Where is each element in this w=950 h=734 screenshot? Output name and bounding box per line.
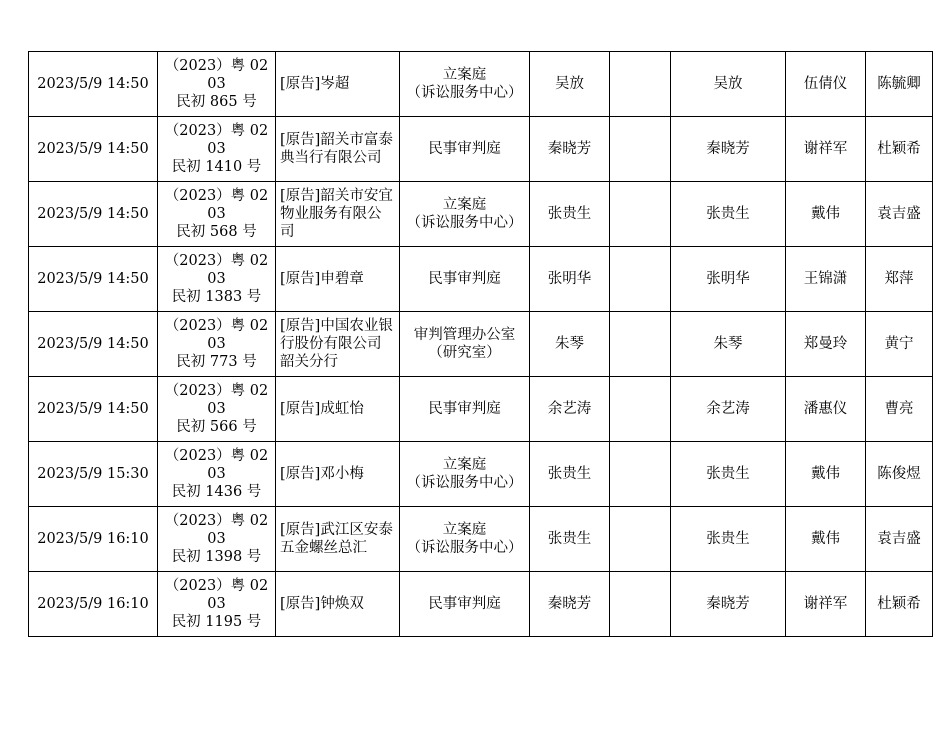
case-number-cell: （2023）粤 0203 民初 1436 号	[158, 442, 276, 507]
clerk-cell: 王锦潇	[786, 247, 866, 312]
department-cell: 立案庭 （诉讼服务中心）	[400, 52, 530, 117]
table-row	[29, 117, 933, 182]
department-cell: 立案庭 （诉讼服务中心）	[400, 507, 530, 572]
table-row	[29, 572, 933, 637]
panel-member-cell: 黄宁	[866, 312, 933, 377]
judge-cell: 张贵生	[530, 442, 610, 507]
clerk-cell: 戴伟	[786, 182, 866, 247]
table-row	[29, 507, 933, 572]
panel-member-cell: 袁吉盛	[866, 507, 933, 572]
case-number-cell: （2023）粤 0203 民初 1195 号	[158, 572, 276, 637]
party-cell: [原告]钟焕双	[276, 572, 400, 637]
case-number-cell: （2023）粤 0203 民初 865 号	[158, 52, 276, 117]
panel-member-cell: 郑萍	[866, 247, 933, 312]
department-cell: 立案庭 （诉讼服务中心）	[400, 442, 530, 507]
presiding-judge-cell: 张贵生	[671, 442, 786, 507]
hearing-time-cell: 2023/5/9 14:50	[29, 52, 158, 117]
panel-member-cell: 杜颖希	[866, 572, 933, 637]
party-cell: [原告]邓小梅	[276, 442, 400, 507]
empty-cell	[610, 377, 671, 442]
presiding-judge-cell: 张贵生	[671, 507, 786, 572]
panel-member-cell: 陈俊煜	[866, 442, 933, 507]
case-number-cell: （2023）粤 0203 民初 568 号	[158, 182, 276, 247]
table-row	[29, 377, 933, 442]
hearing-time-cell: 2023/5/9 14:50	[29, 182, 158, 247]
hearing-time-cell: 2023/5/9 16:10	[29, 572, 158, 637]
empty-cell	[610, 507, 671, 572]
presiding-judge-cell: 张明华	[671, 247, 786, 312]
judge-cell: 余艺涛	[530, 377, 610, 442]
clerk-cell: 伍倩仪	[786, 52, 866, 117]
party-cell: [原告]申碧章	[276, 247, 400, 312]
judge-cell: 吴放	[530, 52, 610, 117]
party-cell: [原告]岑超	[276, 52, 400, 117]
department-cell: 审判管理办公室 （研究室）	[400, 312, 530, 377]
table-row	[29, 442, 933, 507]
presiding-judge-cell: 余艺涛	[671, 377, 786, 442]
party-cell: [原告]中国农业银行股份有限公司韶关分行	[276, 312, 400, 377]
schedule-body	[29, 52, 933, 637]
hearing-time-cell: 2023/5/9 15:30	[29, 442, 158, 507]
judge-cell: 张明华	[530, 247, 610, 312]
panel-member-cell: 曹亮	[866, 377, 933, 442]
department-cell: 民事审判庭	[400, 572, 530, 637]
judge-cell: 朱琴	[530, 312, 610, 377]
empty-cell	[610, 247, 671, 312]
table-row	[29, 312, 933, 377]
clerk-cell: 谢祥军	[786, 572, 866, 637]
case-number-cell: （2023）粤 0203 民初 1383 号	[158, 247, 276, 312]
presiding-judge-cell: 秦晓芳	[671, 117, 786, 182]
table-row	[29, 182, 933, 247]
department-cell: 民事审判庭	[400, 247, 530, 312]
party-cell: [原告]韶关市富泰典当行有限公司	[276, 117, 400, 182]
judge-cell: 秦晓芳	[530, 117, 610, 182]
panel-member-cell: 杜颖希	[866, 117, 933, 182]
case-number-cell: （2023）粤 0203 民初 1410 号	[158, 117, 276, 182]
judge-cell: 张贵生	[530, 507, 610, 572]
clerk-cell: 谢祥军	[786, 117, 866, 182]
empty-cell	[610, 52, 671, 117]
presiding-judge-cell: 朱琴	[671, 312, 786, 377]
clerk-cell: 潘惠仪	[786, 377, 866, 442]
party-cell: [原告]成虹怡	[276, 377, 400, 442]
hearing-time-cell: 2023/5/9 14:50	[29, 312, 158, 377]
hearing-time-cell: 2023/5/9 14:50	[29, 377, 158, 442]
empty-cell	[610, 312, 671, 377]
hearing-time-cell: 2023/5/9 14:50	[29, 247, 158, 312]
empty-cell	[610, 442, 671, 507]
clerk-cell: 戴伟	[786, 442, 866, 507]
party-cell: [原告]韶关市安宜物业服务有限公司	[276, 182, 400, 247]
case-number-cell: （2023）粤 0203 民初 773 号	[158, 312, 276, 377]
hearing-time-cell: 2023/5/9 16:10	[29, 507, 158, 572]
presiding-judge-cell: 秦晓芳	[671, 572, 786, 637]
court-schedule-table	[28, 51, 933, 637]
presiding-judge-cell: 张贵生	[671, 182, 786, 247]
empty-cell	[610, 117, 671, 182]
case-number-cell: （2023）粤 0203 民初 1398 号	[158, 507, 276, 572]
department-cell: 民事审判庭	[400, 377, 530, 442]
clerk-cell: 戴伟	[786, 507, 866, 572]
panel-member-cell: 袁吉盛	[866, 182, 933, 247]
presiding-judge-cell: 吴放	[671, 52, 786, 117]
table-row	[29, 52, 933, 117]
empty-cell	[610, 572, 671, 637]
judge-cell: 张贵生	[530, 182, 610, 247]
party-cell: [原告]武江区安泰五金螺丝总汇	[276, 507, 400, 572]
hearing-time-cell: 2023/5/9 14:50	[29, 117, 158, 182]
case-number-cell: （2023）粤 0203 民初 566 号	[158, 377, 276, 442]
judge-cell: 秦晓芳	[530, 572, 610, 637]
department-cell: 立案庭 （诉讼服务中心）	[400, 182, 530, 247]
table-row	[29, 247, 933, 312]
clerk-cell: 郑曼玲	[786, 312, 866, 377]
panel-member-cell: 陈毓卿	[866, 52, 933, 117]
empty-cell	[610, 182, 671, 247]
department-cell: 民事审判庭	[400, 117, 530, 182]
